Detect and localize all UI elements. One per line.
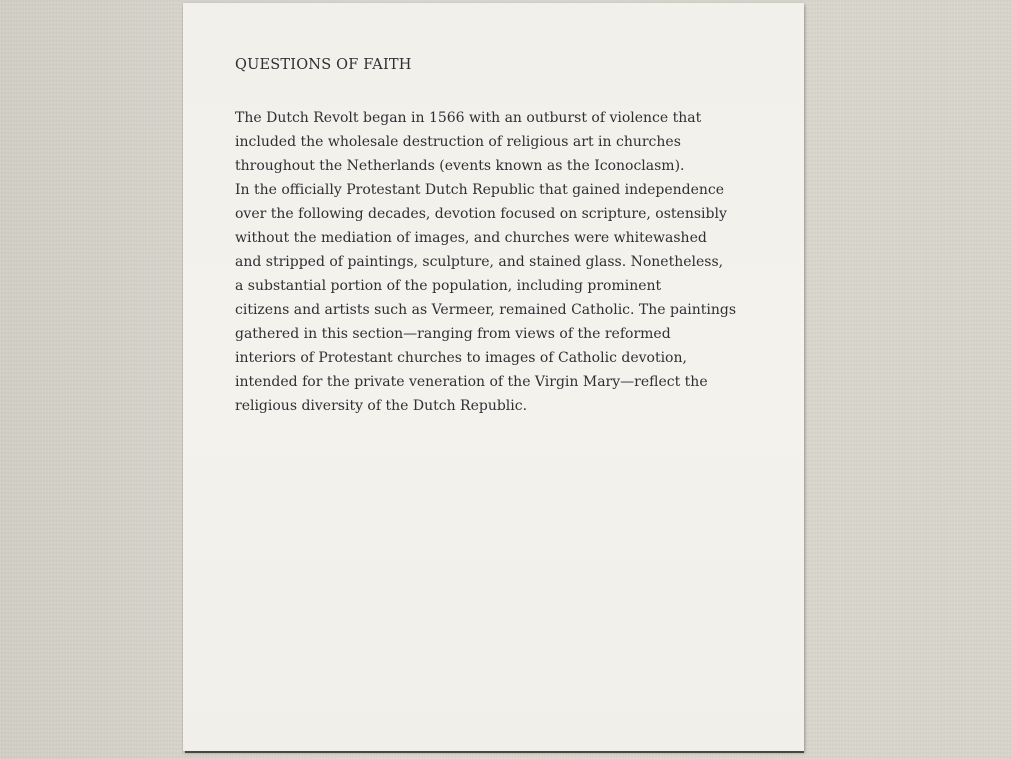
label-text-line: In the officially Protestant Dutch Republic that gained independence	[235, 182, 725, 198]
label-title: QUESTIONS OF FAITH	[235, 57, 412, 73]
label-text-line: included the wholesale destruction of religious art in churches	[235, 134, 681, 150]
label-body-text	[235, 106, 755, 418]
label-text-line: intended for the private veneration of the Virgin Mary—reflect the	[235, 374, 708, 390]
label-text-line: religious diversity of the Dutch Republic.	[235, 398, 528, 414]
label-text-line: over the following decades, devotion focused on scripture, ostensibly	[235, 206, 727, 222]
label-text-line: gathered in this section—ranging from views of the reformed	[235, 326, 671, 342]
label-text-line: a substantial portion of the population, including prominent	[235, 278, 662, 294]
label-text-line: without the mediation of images, and churches were whitewashed	[235, 230, 707, 246]
label-text-line: The Dutch Revolt began in 1566 with an outburst of violence that	[235, 110, 702, 126]
label-text-line: and stripped of paintings, sculpture, and stained glass. Nonetheless,	[235, 254, 724, 270]
label-text-line: interiors of Protestant churches to images of Catholic devotion,	[235, 350, 687, 366]
wall-label-card	[183, 3, 804, 751]
label-text-line: throughout the Netherlands (events known as the Iconoclasm).	[235, 158, 685, 174]
label-text-line: citizens and artists such as Vermeer, remained Catholic. The paintings	[235, 302, 737, 318]
